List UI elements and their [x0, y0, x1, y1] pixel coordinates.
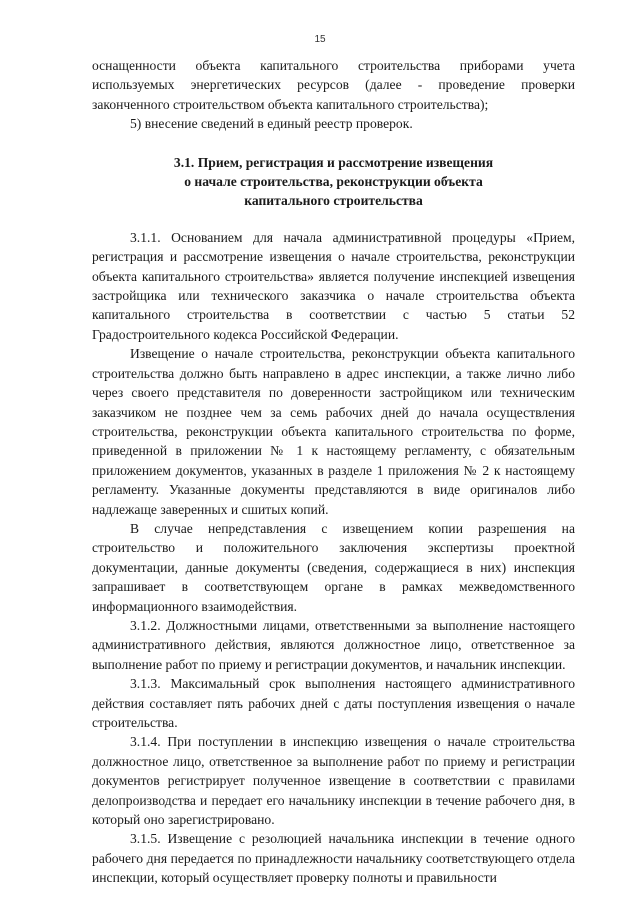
paragraph-non-submission: В случае непредставления с извещением копии разрешения на строительство и положительного заключения экспертизы проектной документации, данные документы (сведения, содержащиеся в них) инспекция запрашивает в соответствующем органе в рамках межведомственного информационного взаимодействия. [92, 520, 575, 614]
paragraph-3-1-3: 3.1.3. Максимальный срок выполнения настоящего административного действия составляет пять рабочих дней с даты поступления извещения о начале строительства. [92, 676, 575, 730]
paragraph-continued: оснащенности объекта капитального строительства приборами учета используемых энергетических ресурсов (далее - проведение проверки законченного строительством объекта капитального строительства); [92, 58, 575, 112]
paragraph-list-item-5: 5) внесение сведений в единый реестр проверок. [130, 116, 413, 132]
paragraph-3-1-4: 3.1.4. При поступлении в инспекцию извещения о начале строительства должностное лицо, ответственное за выполнение работ по приему и регистрации документов регистрирует полученное извещение в соответствии с правилами делопроизводства и передает его начальнику инспекции в течение рабочего дня, в который оно зарегистрировано. [92, 734, 575, 828]
section-heading-line: 3.1. Прием, регистрация и рассмотрение извещения [173, 154, 494, 170]
paragraph-notice-requirements: Извещение о начале строительства, реконструкции объекта капитального строительства должно быть направлено в адрес инспекции, а также лично либо через своего представителя по доверенности застройщиком или техническим заказчиком не позднее чем за семь рабочих дней до начала осуществления строительства, реконструкции объекта капитального строительства по форме, приведенной в приложении № 1 к настоящему регламенту, с обязательным приложением документов, указанных в разделе 1 приложения № 2 к настоящему регламенту. Указанные документы представляются в виде оригиналов либо надлежаще заверенных и сшитых копий. [92, 346, 575, 517]
document-body [92, 56, 575, 888]
section-heading [92, 153, 575, 211]
paragraph-3-1-2: 3.1.2. Должностными лицами, ответственными за выполнение настоящего административного действия, являются должностное лицо, ответственное за выполнение работ по приему и регистрации документов, и начальник инспекции. [92, 617, 575, 672]
section-heading-line: капитального строительства [244, 193, 423, 209]
paragraph-3-1-1: 3.1.1. Основанием для начала административной процедуры «Прием, регистрация и рассмотрение извещения о начале строительства, реконструкции объекта капитального строительства» является получение инспекцией извещения застройщика или технического заказчика о начале строительства объекта капитального строительства в соответствии с частью 5 статьи 52 Градостроительного кодекса Российской Федерации. [92, 229, 575, 342]
page-number: 15 [314, 34, 326, 45]
section-heading-line: о начале строительства, реконструкции объекта [184, 174, 483, 190]
paragraph-3-1-5: 3.1.5. Извещение с резолюцией начальника инспекции в течение одного рабочего дня передается по принадлежности начальнику соответствующего отдела инспекции, который осуществляет проверку полноты и правильности [92, 831, 575, 886]
